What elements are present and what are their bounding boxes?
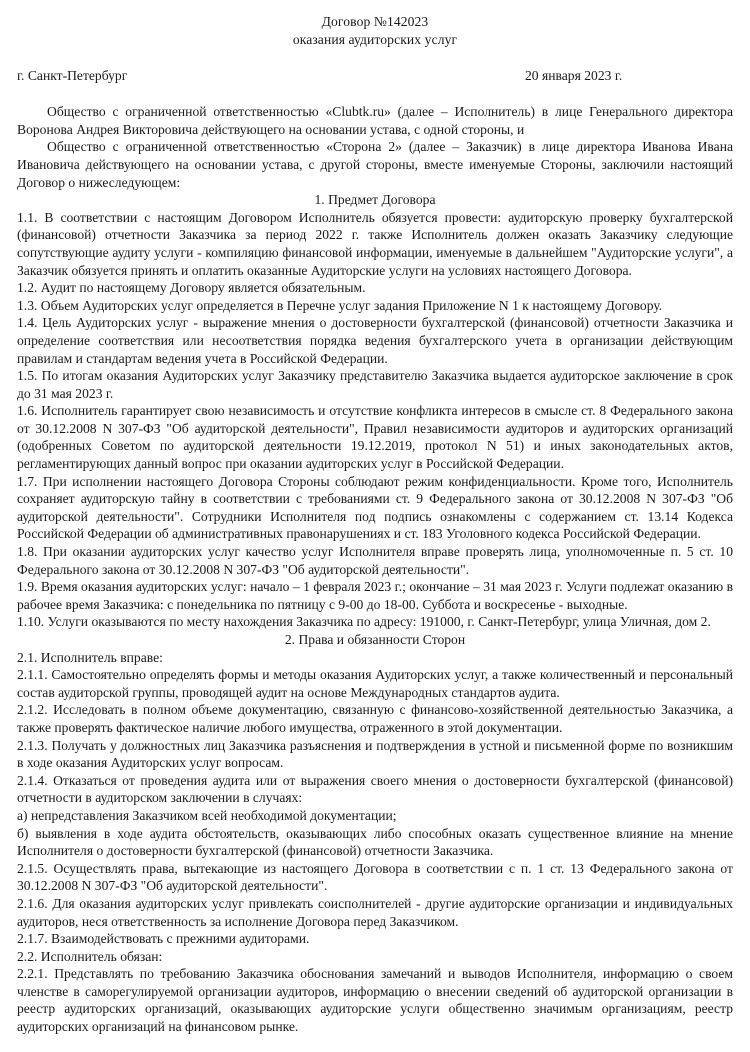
document-subtitle: оказания аудиторских услуг bbox=[292, 31, 458, 47]
clause-1-2: 1.2. Аудит по настоящему Договору является обязательным. bbox=[17, 280, 366, 296]
clause-2-2-1: 2.2.1. Представлять по требованию Заказчика обоснования замечаний и выводов Исполнителя, информацию о своем членстве в саморегулируемой организации аудиторов, информацию о внесении сведений об аудиторской организации в реестр аудиторских организаций, оказывающих аудиторские услуги общественно значимым организациям, реестр аудиторских организаций на финансовом рынке. bbox=[17, 966, 733, 1035]
clause-2-1-6: 2.1.6. Для оказания аудиторских услуг привлекать соисполнителей - другие аудиторские организации и индивидуальных аудиторов, неся ответственность за исполнение Договора перед Заказчиком. bbox=[17, 895, 733, 929]
section-heading-2: 2. Права и обязанности Сторон bbox=[284, 632, 466, 647]
contract-place: г. Санкт-Петербург bbox=[17, 68, 128, 84]
clause-2-1-4-b: б) выявления в ходе аудита обстоятельств, оказывающих либо способных оказать существенное влияние на мнение Исполнителя о достоверности бухгалтерской (финансовой) отчетности Заказчика. bbox=[17, 825, 733, 859]
clause-1-3: 1.3. Объем Аудиторских услуг определяется в Перечне услуг задания Приложение N 1 к настоящему Договору. bbox=[17, 297, 663, 313]
clause-1-10: 1.10. Услуги оказываются по месту нахождения Заказчика по адресу: 191000, г. Санкт-Петербург, улица Уличная, дом 2. bbox=[17, 614, 711, 630]
clause-2-1: 2.1. Исполнитель вправе: bbox=[17, 649, 163, 665]
contract-date: 20 января 2023 г. bbox=[525, 68, 623, 84]
place-date-row bbox=[17, 67, 733, 85]
clause-1-8: 1.8. При оказании аудиторских услуг качество услуг Исполнителя вправе проверять лица, уполномоченные п. 5 ст. 10 Федерального закона от 30.12.2008 N 307-ФЗ "Об аудиторской деятельности". bbox=[17, 544, 733, 577]
clause-1-6: 1.6. Исполнитель гарантирует свою независимость и отсутствие конфликта интересов в смысле ст. 8 Федерального закона от 30.12.2008 N 307-ФЗ "Об аудиторской деятельности", Правил независимости аудиторов и аудиторских организаций (одобренных Советом по аудиторской деятельности 19.12.2019, протокол N 51) и иных законодательных актов, регламентирующих данный вопрос при оказании аудиторских услуг в Российской Федерации. bbox=[17, 403, 733, 472]
clause-1-1: 1.1. В соответствии с настоящим Договором Исполнитель обязуется провести: аудиторскую проверку бухгалтерской (финансовой) отчетности Заказчика за период 2022 г. также Исполнитель должен оказать Заказчику следующие сопутствующие аудиту услуги - компиляцию финансовой информации, именуемые в дальнейшем "Аудиторские услуги", а Заказчик обязуется принять и оплатить оказанные Аудиторские услуги на условиях настоящего Договора. bbox=[17, 209, 733, 278]
clause-2-1-1: 2.1.1. Самостоятельно определять формы и методы оказания Аудиторских услуг, а также количественный и персональный состав аудиторской группы, проводящей аудит на основе Международных стандартов аудита. bbox=[17, 667, 733, 700]
section-heading-1: 1. Предмет Договора bbox=[314, 192, 436, 208]
clause-2-1-3: 2.1.3. Получать у должностных лиц Заказчика разъяснения и подтверждения в устной и письменной форме по возникшим в ходе оказания Аудиторских услуг вопросам. bbox=[17, 737, 733, 771]
document-header bbox=[17, 0, 733, 48]
clause-2-1-4-a: а) непредставления Заказчиком всей необходимой документации; bbox=[17, 807, 397, 823]
clause-2-1-4: 2.1.4. Отказаться от проведения аудита или от выражения своего мнения о достоверности бухгалтерской (финансовой) отчетности в аудиторском заключении в случаях: bbox=[17, 772, 733, 806]
clause-2-1-2: 2.1.2. Исследовать в полном объеме документацию, связанную с финансово-хозяйственной деятельностью Заказчика, а также проверять фактическое наличие любого имущества, отраженного в этой документации. bbox=[17, 702, 733, 735]
clause-2-1-7: 2.1.7. Взаимодействовать с прежними аудиторами. bbox=[17, 931, 310, 947]
clause-1-7: 1.7. При исполнении настоящего Договора Стороны соблюдают режим конфиденциальности. Кроме того, Исполнитель сохраняет аудиторскую тайну в соответствии с требованиями ст. 9 Федерального закона от 30.12.2008 N 307-ФЗ "Об аудиторской деятельности". Сотрудники Исполнителя под подпись ознакомлены с содержанием ст. 13.14 Кодекса Российской Федерации об административных правонарушениях и ст. 183 Уголовного кодекса Российской Федерации. bbox=[17, 473, 733, 542]
preamble-paragraph: Общество с ограниченной ответственностью «Сторона 2» (далее – Заказчик) в лице директора Иванова Ивана Ивановича действующего на основании устава, с другой стороны, вместе именуемые Стороны, заключили настоящий Договор о нижеследующем: bbox=[17, 139, 733, 190]
clause-2-1-5: 2.1.5. Осуществлять права, вытекающие из настоящего Договора в соответствии с п. 1 ст. 13 Федерального закона от 30.12.2008 N 307-ФЗ "Об аудиторской деятельности". bbox=[17, 860, 733, 894]
clause-1-9: 1.9. Время оказания аудиторских услуг: начало – 1 февраля 2023 г.; окончание – 31 мая 2023 г. Услуги подлежат оказанию в рабочее время Заказчика: с понедельника по пятницу с 9-00 до 18-00. Суббота и воскресенье - выходные. bbox=[17, 579, 733, 612]
clause-2-2: 2.2. Исполнитель обязан: bbox=[17, 948, 163, 964]
clause-1-4: 1.4. Цель Аудиторских услуг - выражение мнения о достоверности бухгалтерской (финансовой) отчетности Заказчика и определение соответствия или несоответствия порядка ведения бухгалтерского учета в организации действующим правилам и стандартам ведения учета в Российской Федерации. bbox=[17, 315, 733, 366]
preamble-paragraph: Общество с ограниченной ответственностью «Clubtk.ru» (далее – Исполнитель) в лице Генерального директора Воронова Андрея Викторовича действующего на основании устава, с одной стороны, и bbox=[17, 104, 733, 137]
document-title: Договор №142023 bbox=[321, 14, 429, 29]
document-body bbox=[17, 103, 733, 1035]
clause-1-5: 1.5. По итогам оказания Аудиторских услуг Заказчику представителю Заказчика выдается аудиторское заключение в срок до 31 мая 2023 г. bbox=[17, 368, 733, 401]
